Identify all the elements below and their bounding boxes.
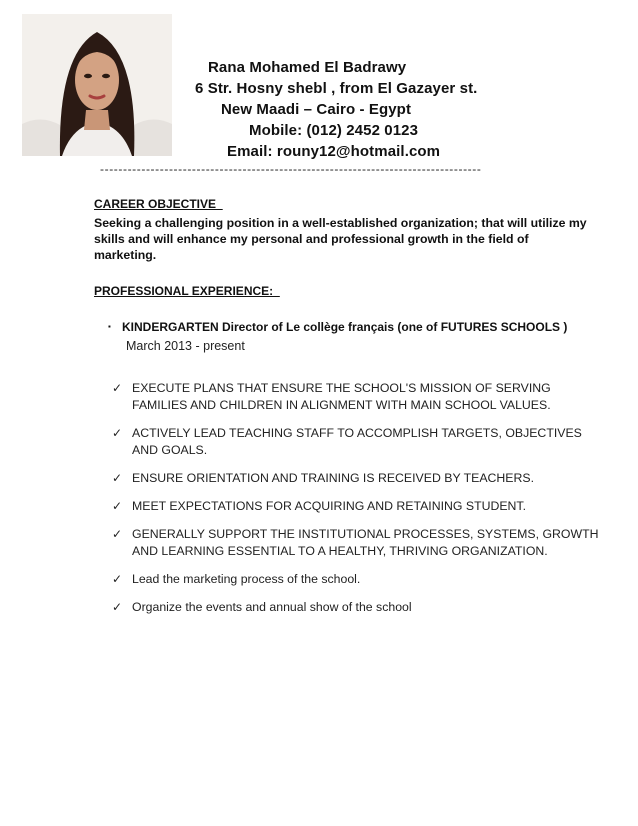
checkmark-icon: ✓ [112,381,123,395]
career-objective-heading: CAREER OBJECTIVE [94,197,223,211]
address-line-2: New Maadi – Cairo - Egypt [221,101,412,118]
list-item [112,498,602,515]
email-address: Email: rouny12@hotmail.com [227,143,441,160]
professional-experience-heading: PROFESSIONAL EXPERIENCE: [94,284,280,298]
list-item [112,470,602,487]
checkmark-icon: ✓ [112,426,123,440]
duty-text: GENERALLY SUPPORT THE INSTITUTIONAL PROCESSES, SYSTEMS, GROWTH AND LEARNING ESSENTIAL TO A HEALTHY, THRIVING ORGANIZATION. [132,527,599,558]
duty-text: Lead the marketing process of the school. [132,572,361,586]
checkmark-icon: ✓ [112,499,123,513]
list-item [112,526,602,560]
checkmark-icon: ✓ [112,572,123,586]
job-dates: March 2013 - present [126,339,245,353]
candidate-name: Rana Mohamed El Badrawy [208,59,407,76]
checkmark-icon: ✓ [112,471,123,485]
portrait-image [22,14,172,156]
list-item [112,380,602,414]
list-item [112,571,602,588]
list-item [112,425,602,459]
job-entry [108,320,567,334]
address-line-1: 6 Str. Hosny shebl , from El Gazayer st. [195,80,478,97]
duty-text: ENSURE ORIENTATION AND TRAINING IS RECEIVED BY TEACHERS. [132,471,535,485]
job-title: KINDERGARTEN Director of Le collège français (one of FUTURES SCHOOLS ) [122,320,568,334]
checkmark-icon: ✓ [112,527,123,541]
list-item [112,599,602,616]
header-separator: ----------------------------------------------------------------------------------- [100,162,482,176]
mobile-number: Mobile: (012) 2452 0123 [249,122,419,139]
duty-text: MEET EXPECTATIONS FOR ACQUIRING AND RETAINING STUDENT. [132,499,526,513]
career-objective-text: Seeking a challenging position in a well-established organization; that will utilize my skills and will enhance my personal and professional growth in the field of marketing. [94,216,587,262]
duty-text: ACTIVELY LEAD TEACHING STAFF TO ACCOMPLISH TARGETS, OBJECTIVES AND GOALS. [132,426,582,457]
duty-text: Organize the events and annual show of the school [132,600,412,614]
square-bullet-icon: ▪ [108,322,111,331]
checkmark-icon: ✓ [112,600,123,614]
duty-text: EXECUTE PLANS THAT ENSURE THE SCHOOL'S MISSION OF SERVING FAMILIES AND CHILDREN IN ALIGNMENT WITH MAIN SCHOOL VALUES. [132,381,551,412]
profile-photo [22,14,172,156]
duties-list [112,380,602,627]
